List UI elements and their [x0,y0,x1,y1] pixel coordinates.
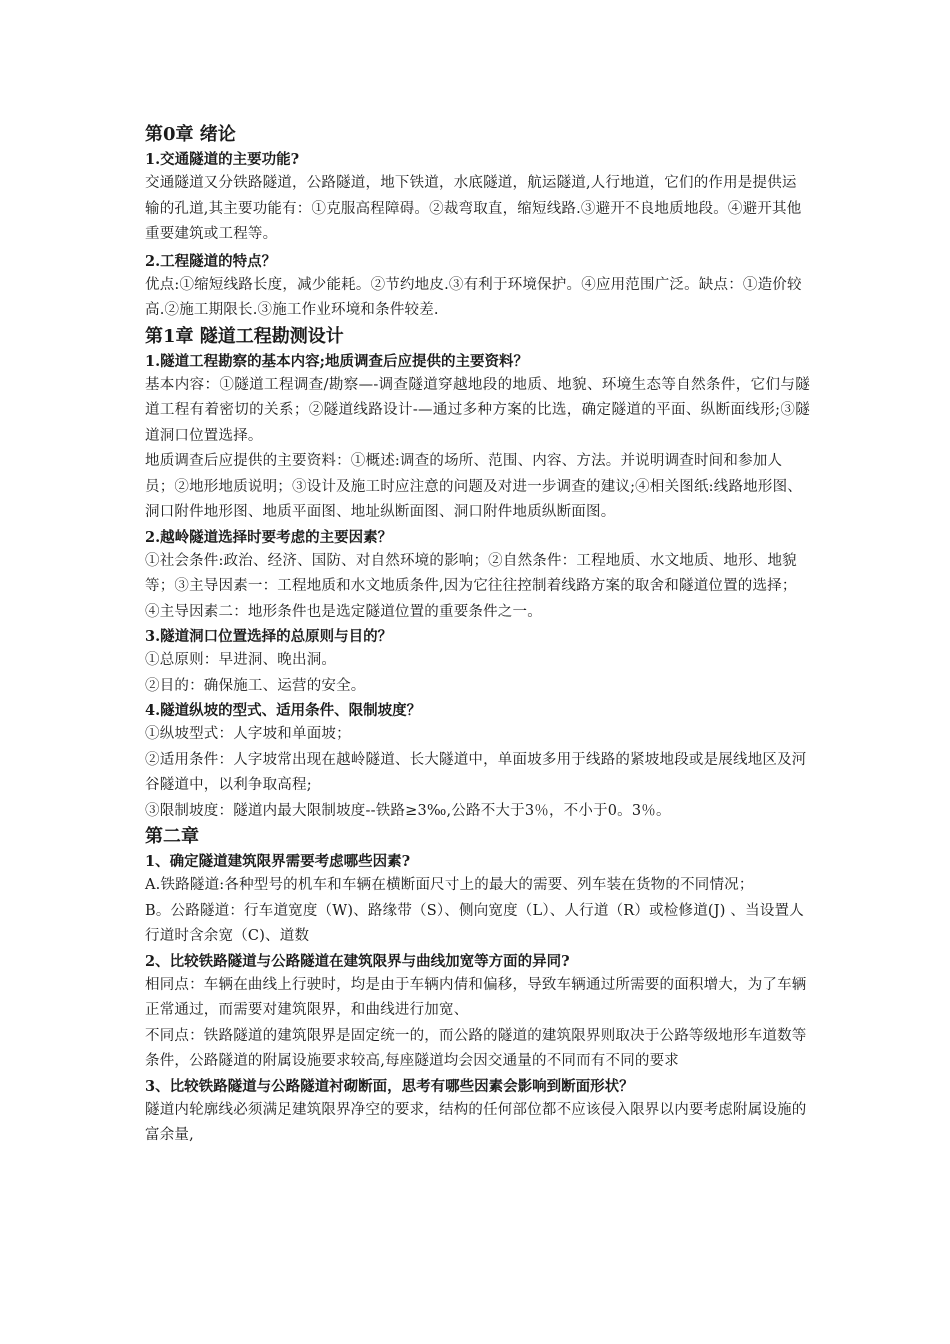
question-heading: 1、确定隧道建筑限界需要考虑哪些因素? [145,853,411,870]
document-page [145,122,810,1149]
question-heading: 1.交通隧道的主要功能? [145,151,300,168]
question-heading: 3、比较铁路隧道与公路隧道衬砌断面，思考有哪些因素会影响到断面形状？ [145,1077,634,1095]
question-heading: 4.隧道纵坡的型式、适用条件、限制坡度？ [145,702,422,719]
answer-paragraph: ②适用条件：人字坡常出现在越岭隧道、长大隧道中，单面坡多用于线路的紧坡地段或是展线地区及河谷隧道中，以利争取高程; [145,751,807,793]
question-heading: 2.越岭隧道选择时要考虑的主要因素？ [145,528,393,546]
answer-paragraph: 基本内容：①隧道工程调查/勘察—-调查隧道穿越地段的地质、地貌、环境生态等自然条件，它们与隧道工程有着密切的关系；②隧道线路设计-—通过多种方案的比选，确定隧道的平面、纵断面线形;③隧道洞口位置选择。 [145,376,810,444]
chapter-title: 第0章 绪论 [145,124,236,145]
chapter-title: 第二章 [145,826,199,847]
answer-paragraph: 相同点：车辆在曲线上行驶时，均是由于车辆内倩和偏移，导致车辆通过所需要的面积增大，为了车辆正常通过，而需要对建筑限界，和曲线进行加宽、 [145,976,807,1018]
question-heading: 2.工程隧道的特点？ [145,252,277,270]
answer-paragraph: ①社会条件:政治、经济、国防、对自然环境的影响；②自然条件：工程地质、水文地质、地形、地貌等；③主导因素一：工程地质和水文地质条件,因为它往往控制着线路方案的取舍和隧道位置的选择；④主导因素二：地形条件也是选定隧道位置的重要条件之一。 [145,552,797,620]
question-heading: 1.隧道工程勘察的基本内容;地质调查后应提供的主要资料？ [145,352,528,370]
question-heading: 2、比较铁路隧道与公路隧道在建筑限界与曲线加宽等方面的异同? [145,952,570,970]
answer-paragraph: 隧道内轮廓线必须满足建筑限界净空的要求，结构的任何部位都不应该侵入限界以内要考虑附属设施的富余量, [145,1101,807,1143]
answer-paragraph: 不同点：铁路隧道的建筑限界是固定统一的，而公路的隧道的建筑限界则取决于公路等级地形车道数等条件，公路隧道的附属设施要求较高,每座隧道均会因交通量的不同而有不同的要求 [145,1027,807,1069]
answer-paragraph: 交通隧道又分铁路隧道，公路隧道，地下铁道，水底隧道，航运隧道,人行地道，它们的作用是提供运输的孔道,其主要功能有：①克服高程障碍。②裁弯取直，缩短线路.③避开不良地质地段。④避开其他重要建筑或工程等。 [145,175,802,242]
answer-paragraph: ①纵坡型式：人字坡和单面坡； [145,726,351,742]
answer-paragraph: ③限制坡度：隧道内最大限制坡度--铁路≥3‰,公路不大于3％，不小于0。3％。 [145,802,671,819]
answer-paragraph: ①总原则：早进洞、晚出洞。 [145,652,337,668]
chapter-title: 第1章 隧道工程勘测设计 [145,325,344,347]
answer-paragraph: 优点:①缩短线路长度，减少能耗。②节约地皮.③有利于环境保护。④应用范围广泛。缺点：①造价较高.②施工期限长.③施工作业环境和条件较差. [145,276,802,318]
answer-paragraph: 地质调查后应提供的主要资料：①概述:调查的场所、范围、内容、方法。并说明调查时间和参加人员；②地形地质说明；③设计及施工时应注意的问题及对进一步调查的建议;④相关图纸:线路地形图、洞口附件地形图、地质平面图、地址纵断面图、洞口附件地质纵断面图。 [145,453,802,520]
question-heading: 3.隧道洞口位置选择的总原则与目的？ [145,628,393,645]
answer-paragraph: B。公路隧道：行车道宽度（W)、路缘带（S）、侧向宽度（L）、人行道（R）或检修道(J) 、当设置人行道时含余宽（C)、道数 [145,902,804,944]
answer-paragraph: ②目的：确保施工、运营的安全。 [145,677,366,694]
answer-paragraph: A.铁路隧道:各种型号的机车和车辆在横断面尺寸上的最大的需要、列车装在货物的不同情况； [145,877,754,893]
